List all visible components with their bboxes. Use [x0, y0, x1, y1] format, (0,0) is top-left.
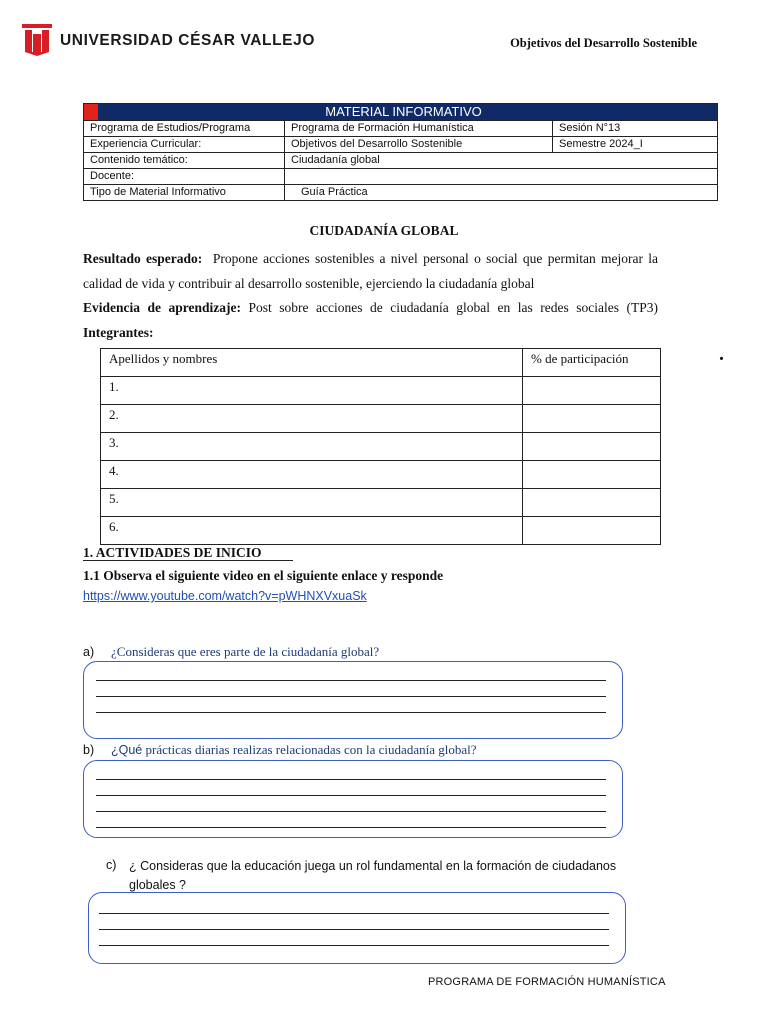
- table-row: [84, 121, 718, 137]
- participation-cell[interactable]: [523, 489, 661, 517]
- table-row: [101, 405, 661, 433]
- column-header-participation: % de participación: [523, 349, 661, 377]
- member-name-cell[interactable]: 4.: [101, 461, 523, 489]
- member-name-cell[interactable]: 2.: [101, 405, 523, 433]
- info-cell: Ciudadanía global: [285, 153, 718, 169]
- info-cell: Semestre 2024_I: [553, 137, 718, 153]
- info-cell: [285, 169, 718, 185]
- question-b-text: ¿Qué prácticas diarias realizas relacionadas con la ciudadanía global?: [111, 742, 477, 757]
- question-a-letter: a): [83, 645, 95, 659]
- table-row: [101, 489, 661, 517]
- stray-dot: .: [719, 343, 724, 365]
- header-title: Objetivos del Desarrollo Sostenible: [510, 36, 697, 50]
- resultado-paragraph: [83, 246, 658, 296]
- members-table: [100, 348, 661, 545]
- table-row: [84, 185, 718, 201]
- document-title: CIUDADANÍA GLOBAL: [309, 223, 459, 238]
- video-link[interactable]: https://www.youtube.com/watch?v=pWHNXVxuaSk: [83, 589, 367, 603]
- info-cell: Tipo de Material Informativo: [84, 185, 285, 201]
- table-row: [101, 433, 661, 461]
- answer-box-c[interactable]: [88, 892, 626, 964]
- table-row: [101, 461, 661, 489]
- table-header-row: [101, 349, 661, 377]
- participation-cell[interactable]: [523, 405, 661, 433]
- subsection-title: 1.1 Observa el siguiente video en el siguiente enlace y responde: [83, 568, 444, 583]
- university-logo-icon: [22, 24, 52, 56]
- section-title: 1. ACTIVIDADES DE INICIO: [83, 545, 262, 560]
- section-underline: [83, 560, 293, 561]
- info-table: [83, 103, 718, 201]
- info-cell: Programa de Formación Humanística: [285, 121, 553, 137]
- member-name-cell[interactable]: 5.: [101, 489, 523, 517]
- integrantes-label: Integrantes:: [83, 325, 154, 340]
- member-name-cell[interactable]: 6.: [101, 517, 523, 545]
- question-a-text: ¿Consideras que eres parte de la ciudadanía global?: [111, 644, 380, 659]
- university-name: UNIVERSIDAD CÉSAR VALLEJO: [60, 32, 315, 49]
- resultado-text: Propone acciones sostenibles a nivel personal o social que permitan mejorar la calidad de vida y contribuir al desarrollo sostenible, ejerciendo la ciudadanía global: [83, 251, 658, 291]
- info-table-heading: MATERIAL INFORMATIVO: [84, 104, 718, 121]
- info-cell: Objetivos del Desarrollo Sostenible: [285, 137, 553, 153]
- answer-box-a[interactable]: [83, 661, 623, 739]
- info-cell: Contenido temático:: [84, 153, 285, 169]
- table-row: [84, 153, 718, 169]
- column-header-names: Apellidos y nombres: [101, 349, 523, 377]
- footer-text: PROGRAMA DE FORMACIÓN HUMANÍSTICA: [428, 976, 666, 988]
- evidencia-text: Post sobre acciones de ciudadanía global en las redes sociales (TP3): [248, 300, 658, 315]
- table-row: [84, 169, 718, 185]
- member-name-cell[interactable]: 1.: [101, 377, 523, 405]
- table-row: [101, 517, 661, 545]
- question-c-text: ¿ Consideras que la educación juega un rol fundamental en la formación de ciudadanos globales ?: [129, 859, 617, 892]
- answer-box-b[interactable]: [83, 760, 623, 838]
- red-marker: [84, 104, 98, 120]
- table-row: [101, 377, 661, 405]
- participation-cell[interactable]: [523, 433, 661, 461]
- info-cell: Guía Práctica: [285, 185, 718, 201]
- info-cell: Docente:: [84, 169, 285, 185]
- member-name-cell[interactable]: 3.: [101, 433, 523, 461]
- resultado-label: Resultado esperado:: [83, 251, 203, 266]
- evidencia-paragraph: [83, 295, 658, 345]
- question-b-letter: b): [83, 743, 95, 757]
- participation-cell[interactable]: [523, 517, 661, 545]
- question-c-letter: c): [106, 858, 117, 872]
- info-cell: Experiencia Curricular:: [84, 137, 285, 153]
- info-cell: Sesión N°13: [553, 121, 718, 137]
- table-row: [84, 137, 718, 153]
- evidencia-label: Evidencia de aprendizaje:: [83, 300, 242, 315]
- info-cell: Programa de Estudios/Programa: [84, 121, 285, 137]
- participation-cell[interactable]: [523, 461, 661, 489]
- participation-cell[interactable]: [523, 377, 661, 405]
